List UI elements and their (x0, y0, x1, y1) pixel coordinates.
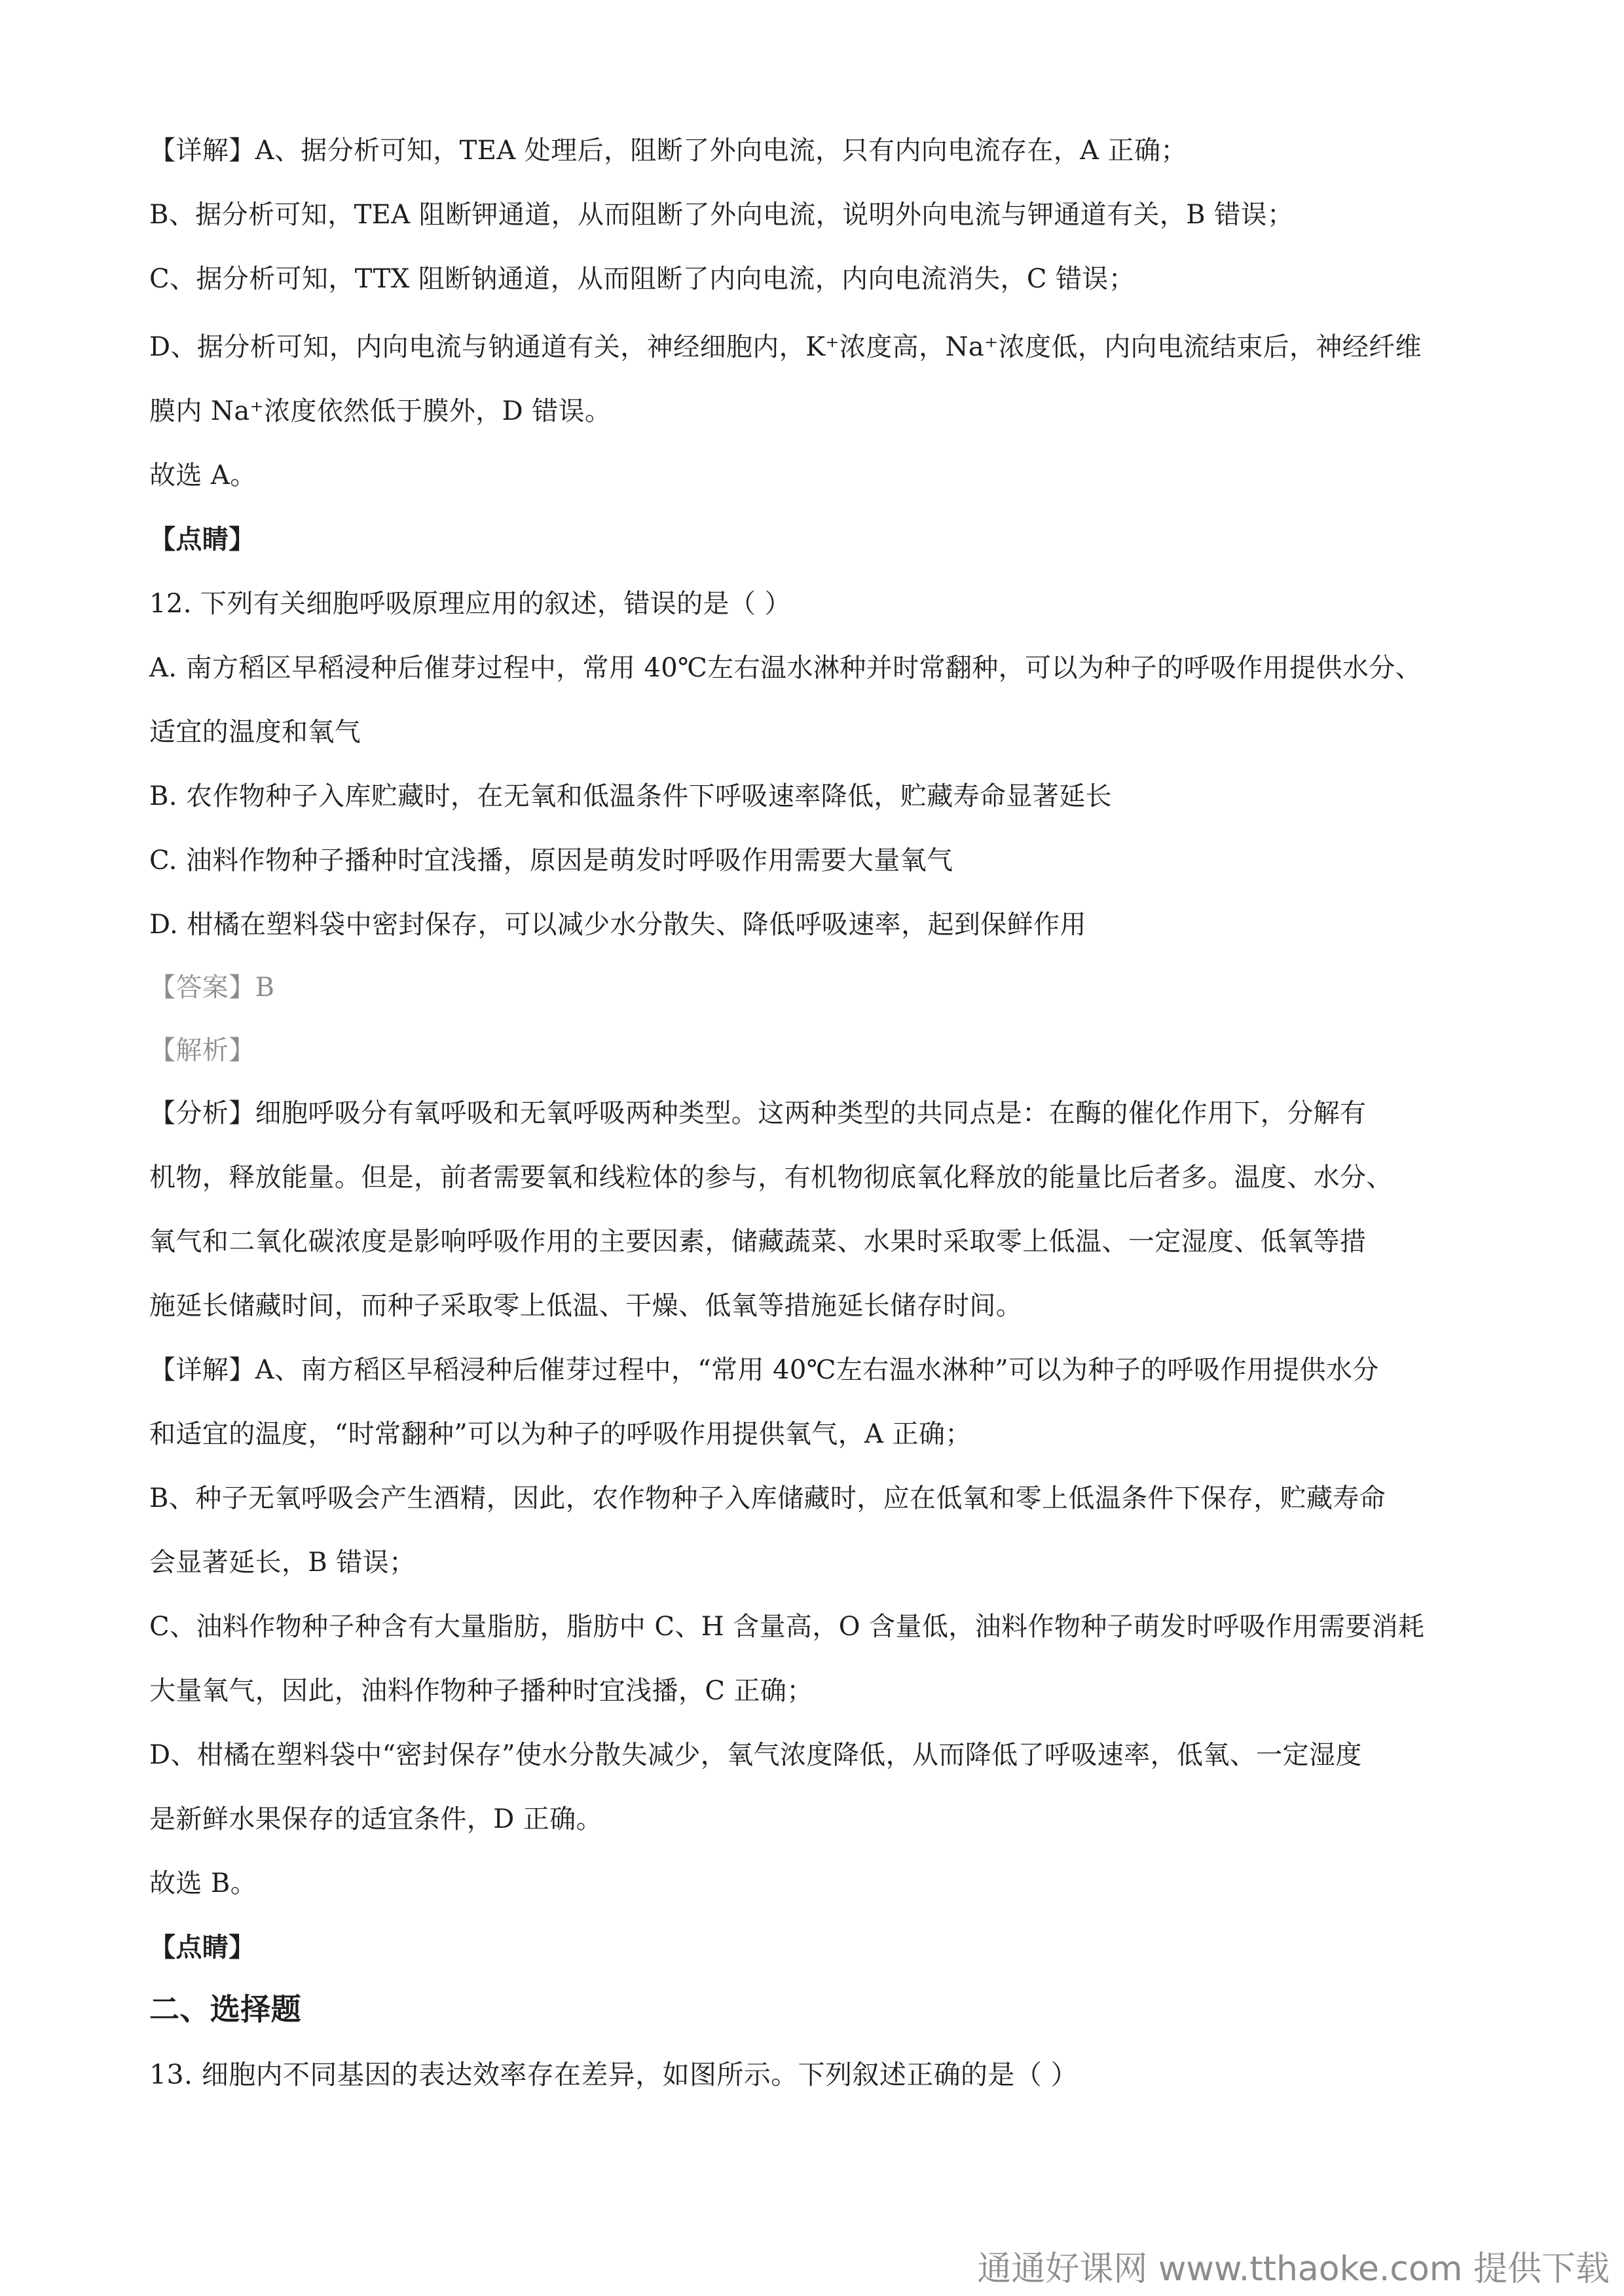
detail-line-a-cont: 和适宜的温度，“时常翻种”可以为种子的呼吸作用提供氧气，A 正确； (149, 1419, 972, 1449)
detail-line-c-cont: 大量氧气，因此，油料作物种子播种时宜浅播，C 正确； (149, 1676, 813, 1706)
detail-line-d-cont: 是新鲜水果保存的适宜条件，D 正确。 (149, 1804, 602, 1834)
text-line-choose-a: 故选 A。 (149, 460, 257, 491)
text-line-choose-b: 故选 B。 (149, 1868, 257, 1898)
section-heading-comment: 【点睛】 (149, 524, 255, 555)
question-12-option-b: B. 农作物种子入库贮藏时，在无氧和低温条件下呼吸速率降低，贮藏寿命显著延长 (149, 781, 1113, 811)
text-line-detail-b: B、据分析可知，TEA 阻断钾通道，从而阻断了外向电流，说明外向电流与钾通道有关，B 错误； (149, 200, 1294, 230)
detail-line-b-cont: 会显著延长，B 错误； (149, 1547, 416, 1578)
detail-line-a: 【详解】A、南方稻区早稻浸种后催芽过程中，“常用 40℃左右温水淋种”可以为种子的呼吸作用提供水分 (149, 1355, 1379, 1385)
footer-watermark: 通通好课网 www.tthaoke.com 提供下载 (977, 2250, 1610, 2289)
analysis-line-1: 【分析】细胞呼吸分有氧呼吸和无氧呼吸两种类型。这两种类型的共同点是：在酶的催化作用下，分解有 (149, 1098, 1367, 1128)
section-heading-comment-2: 【点睛】 (149, 1932, 255, 1963)
analysis-line-4: 施延长储藏时间，而种子采取零上低温、干燥、低氧等措施延长储存时间。 (149, 1291, 1023, 1321)
detail-line-d: D、柑橘在塑料袋中“密封保存”使水分散失减少，氧气浓度降低，从而降低了呼吸速率，低氧、一定湿度 (149, 1740, 1362, 1770)
answer-label: 【答案】B (149, 972, 275, 1003)
text-line-detail-a: 【详解】A、据分析可知，TEA 处理后，阻断了外向电流，只有内向电流存在，A 正确； (149, 136, 1187, 166)
question-12-option-d: D. 柑橘在塑料袋中密封保存，可以减少水分散失、降低呼吸速率，起到保鲜作用 (149, 910, 1086, 940)
text-line-detail-c: C、据分析可知，TTX 阻断钠通道，从而阻断了内向电流，内向电流消失，C 错误； (149, 264, 1135, 294)
text-line-detail-d-cont: 膜内 Na⁺浓度依然低于膜外，D 错误。 (149, 396, 612, 426)
analysis-line-2: 机物，释放能量。但是，前者需要氧和线粒体的参与，有机物彻底氧化释放的能量比后者多。温度、水分、 (149, 1162, 1393, 1193)
question-13-stem: 13. 细胞内不同基因的表达效率存在差异，如图所示。下列叙述正确的是（ ） (149, 2059, 1079, 2090)
section-title-multiple-choice: 二、选择题 (149, 1991, 301, 2027)
analysis-line-3: 氧气和二氧化碳浓度是影响呼吸作用的主要因素，储藏蔬菜、水果时采取零上低温、一定湿度、低氧等措 (149, 1227, 1367, 1257)
question-12-option-a: A. 南方稻区早稻浸种后催芽过程中，常用 40℃左右温水淋种并时常翻种，可以为种子的呼吸作用提供水分、 (149, 653, 1422, 683)
detail-line-c: C、油料作物种子种含有大量脂肪，脂肪中 C、H 含量高，O 含量低，油料作物种子萌发时呼吸作用需要消耗 (149, 1612, 1425, 1642)
analysis-label: 【解析】 (149, 1035, 255, 1065)
text-line-detail-d: D、据分析可知，内向电流与钠通道有关，神经细胞内，K⁺浓度高，Na⁺浓度低，内向电流结束后，神经纤维 (149, 332, 1422, 362)
question-12-stem: 12. 下列有关细胞呼吸原理应用的叙述，错误的是（ ） (149, 589, 791, 619)
detail-line-b: B、种子无氧呼吸会产生酒精，因此，农作物种子入库储藏时，应在低氧和零上低温条件下保存，贮藏寿命 (149, 1483, 1386, 1513)
question-12-option-a-cont: 适宜的温度和氧气 (149, 717, 361, 747)
question-12-option-c: C. 油料作物种子播种时宜浅播，原因是萌发时呼吸作用需要大量氧气 (149, 845, 953, 876)
